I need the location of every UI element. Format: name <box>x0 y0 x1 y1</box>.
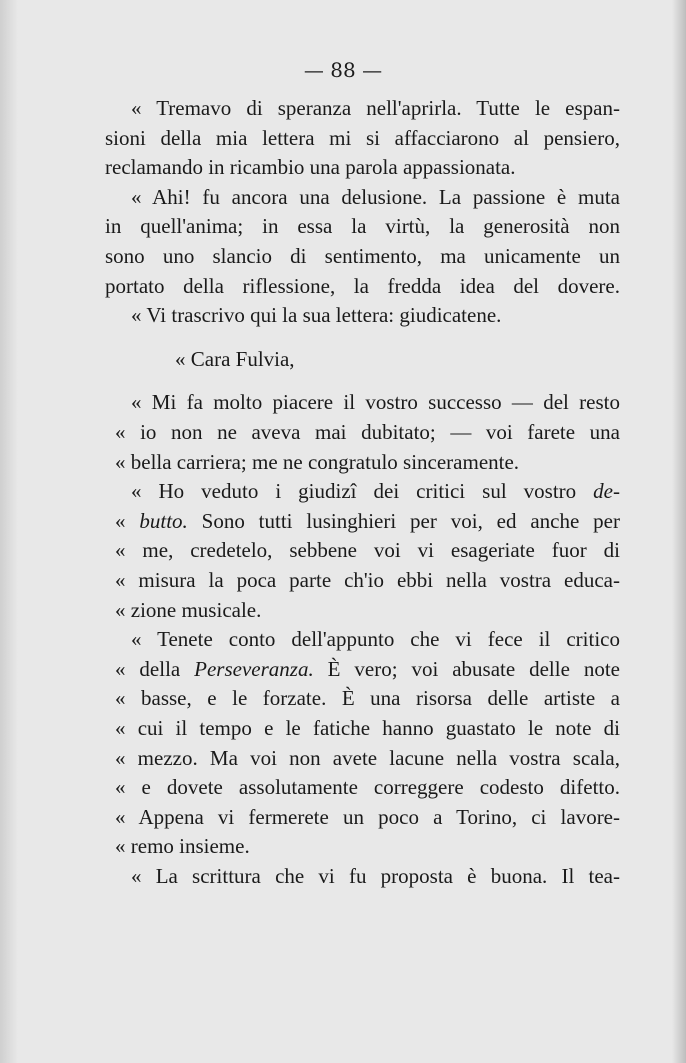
text-line: « Cara Fulvia, <box>175 346 295 371</box>
text-line: « zione musicale. <box>115 597 262 622</box>
text-line: « Ho veduto i giudizî dei critici sul vostro de- <box>131 479 620 504</box>
text-line: in quell'anima; in essa la virtù, la generosità non <box>105 214 620 239</box>
italic-word: Perseveranza. <box>194 656 314 681</box>
text-line: « remo insieme. <box>115 834 250 859</box>
text-line: « La scrittura che vi fu proposta è buona. Il tea- <box>131 864 620 888</box>
text-line: portato della riflessione, la fredda idea del dovere. <box>105 273 620 298</box>
page-edge-shadow-right <box>672 0 686 1063</box>
text-line: « Ahi! fu ancora una delusione. La passione è muta <box>131 184 620 209</box>
text-line: « butto. Sono tutti lusinghieri per voi, ed anche per <box>115 508 620 533</box>
text-line: sono uno slancio di sentimento, ma unicamente un <box>105 244 620 268</box>
text-line: « Tremavo di speranza nell'aprirla. Tutte le espan- <box>131 96 620 120</box>
text-line: « basse, e le forzate. È una risorsa delle artiste a <box>115 686 620 711</box>
text-line: « misura la poca parte ch'io ebbi nella vostra educa- <box>115 568 620 592</box>
text-line: « Vi trascrivo qui la sua lettera: giudicatene. <box>131 303 502 328</box>
text-line: « Tenete conto dell'appunto che vi fece il critico <box>131 627 620 652</box>
text-line: « io non ne aveva mai dubitato; — voi farete una <box>115 420 620 444</box>
text-line: « Mi fa molto piacere il vostro successo — del resto <box>131 390 620 415</box>
italic-word: butto. <box>139 508 188 533</box>
text-line: « della Perseveranza. È vero; voi abusate delle note <box>115 656 620 681</box>
page-number: — 88 — <box>303 58 383 82</box>
text-line: « bella carriera; me ne congratulo sinceramente. <box>115 449 520 474</box>
page-edge-shadow-left <box>0 0 18 1063</box>
text-line: « cui il tempo e le fatiche hanno guastato le note di <box>115 716 620 740</box>
text-line: « e dovete assolutamente correggere codesto difetto. <box>115 775 620 800</box>
text-line: « Appena vi fermerete un poco a Torino, ci lavore- <box>115 804 620 829</box>
text-line: « me, credetelo, sebbene voi vi esageriate fuor di <box>115 538 620 563</box>
text-line: reclamando in ricambio una parola appassionata. <box>105 155 516 180</box>
text-line: « mezzo. Ma voi non avete lacune nella vostra scala, <box>115 745 620 770</box>
italic-word: de- <box>593 479 620 504</box>
text-line: sioni della mia lettera mi si affacciarono al pensiero, <box>105 125 620 150</box>
